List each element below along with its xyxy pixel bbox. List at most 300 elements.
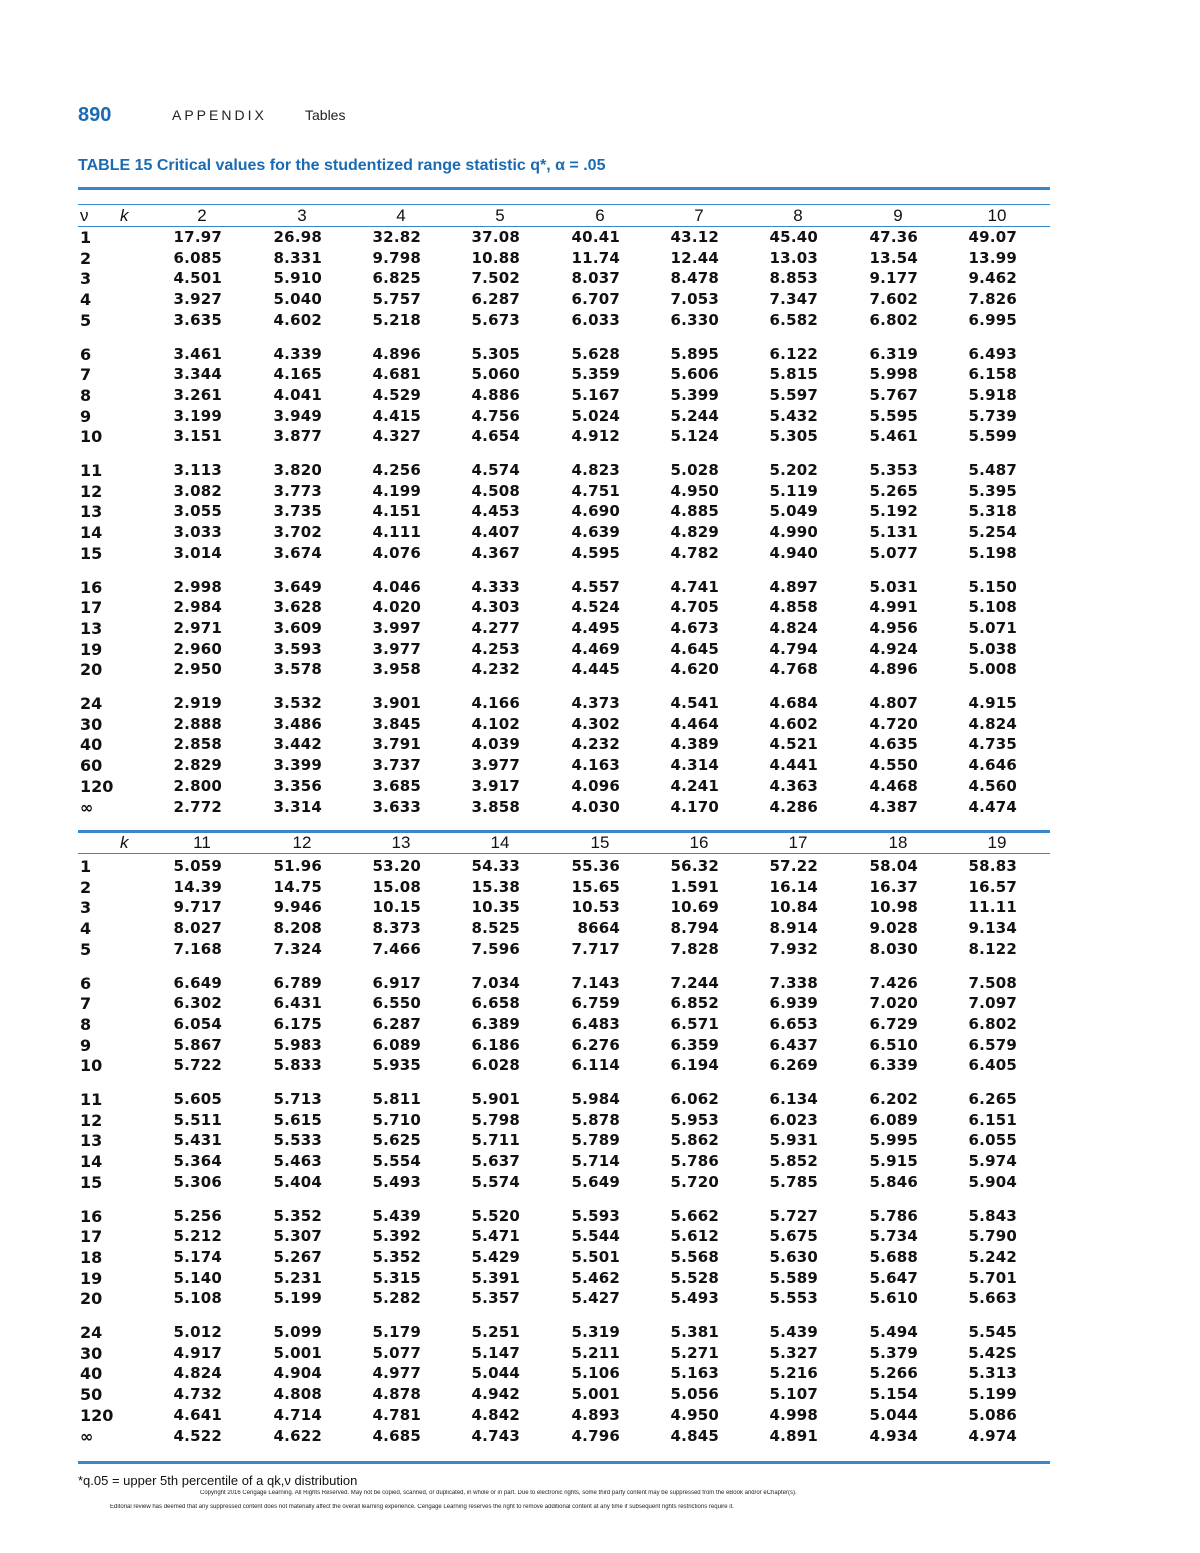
top-cell: 5.265	[869, 481, 918, 500]
copyright-notice: Copyright 2016 Cengage Learning. All Rights Reserved. May not be copied, scanned, or duplicated, in whole or in part. Due to electronic rights, some third party content may be suppressed from the eBook and/or eChapter(s).	[200, 1490, 797, 1496]
bottom-cell: 5.001	[273, 1343, 322, 1362]
top-cell: 6.319	[869, 344, 918, 363]
bottom-cell: 5.001	[571, 1385, 620, 1404]
bottom-cell: 4.622	[273, 1426, 322, 1445]
bottom-cell: 4.904	[273, 1364, 322, 1383]
top-cell: 4.445	[571, 660, 620, 679]
top-cell: 5.131	[869, 523, 918, 542]
top-cell: 4.741	[670, 577, 719, 596]
top-cell: 4.735	[968, 735, 1017, 754]
bottom-cell: 5.439	[372, 1206, 421, 1225]
footnote: *q.05 = upper 5th percentile of a qk,ν distribution	[78, 1473, 358, 1488]
top-cell: 40.41	[571, 228, 620, 246]
top-row-label: 9	[80, 406, 92, 426]
top-cell: 32.82	[372, 228, 421, 246]
top-cell: 10.88	[471, 248, 520, 267]
bottom-cell: 9.946	[273, 898, 322, 917]
bottom-col-header: 15	[590, 833, 610, 852]
bottom-cell: 5.605	[173, 1090, 222, 1108]
bottom-cell: 5.256	[173, 1206, 222, 1225]
bottom-row-label: 14	[80, 1152, 103, 1172]
bottom-cell: 5.675	[769, 1227, 818, 1246]
top-cell: 8.331	[273, 248, 322, 267]
appendix-label: APPENDIX	[172, 107, 267, 123]
top-cell: 4.705	[670, 598, 719, 617]
top-cell: 12.44	[670, 248, 719, 267]
bottom-row-label: ∞	[80, 1426, 94, 1446]
bottom-cell: 6.579	[968, 1035, 1017, 1054]
top-cell: 3.014	[173, 543, 222, 562]
bottom-cell: 6.028	[471, 1056, 520, 1075]
top-row-label: 14	[80, 523, 103, 543]
top-row-label: 20	[80, 660, 103, 680]
bottom-cell: 6.571	[670, 1014, 719, 1033]
bottom-cell: 5.494	[869, 1323, 918, 1341]
top-cell: 5.487	[968, 461, 1017, 479]
top-cell: 3.442	[273, 735, 322, 754]
top-cell: 3.997	[372, 618, 421, 637]
bottom-cell: 6.658	[471, 994, 520, 1013]
bottom-cell: 6.653	[769, 1014, 818, 1033]
top-cell: 3.977	[471, 756, 520, 775]
top-cell: 4.363	[769, 776, 818, 795]
bottom-cell: 5.663	[968, 1289, 1017, 1308]
bottom-cell: 5.106	[571, 1364, 620, 1383]
top-cell: 4.256	[372, 461, 421, 479]
top-cell: 11.74	[571, 248, 620, 267]
bottom-cell: 6.062	[670, 1090, 719, 1108]
top-cell: 3.113	[173, 461, 222, 479]
top-cell: 4.720	[869, 714, 918, 733]
top-cell: 3.344	[173, 365, 222, 384]
bottom-cell: 5.147	[471, 1343, 520, 1362]
top-cell: 4.574	[471, 461, 520, 479]
top-cell: 5.597	[769, 385, 818, 404]
bottom-cell: 4.808	[273, 1385, 322, 1404]
top-col-header: 4	[396, 206, 406, 225]
bottom-cell: 8.030	[869, 939, 918, 958]
top-cell: 5.040	[273, 290, 322, 309]
top-cell: 6.493	[968, 344, 1017, 363]
top-cell: 4.924	[869, 639, 918, 658]
bottom-cell: 14.75	[273, 877, 322, 896]
top-row-label: 15	[80, 543, 103, 563]
bottom-cell: 4.977	[372, 1364, 421, 1383]
bottom-cell: 7.097	[968, 994, 1017, 1013]
top-cell: 4.277	[471, 618, 520, 637]
bottom-cell: 5.915	[869, 1152, 918, 1171]
top-cell: 4.041	[273, 385, 322, 404]
top-cell: 4.453	[471, 502, 520, 521]
bottom-cell: 58.83	[968, 857, 1017, 875]
bottom-cell: 10.15	[372, 898, 421, 917]
top-cell: 2.858	[173, 735, 222, 754]
top-cell: 6.330	[670, 310, 719, 329]
top-cell: 4.940	[769, 543, 818, 562]
bottom-cell: 5.710	[372, 1110, 421, 1129]
top-cell: 4.751	[571, 481, 620, 500]
top-cell: 4.529	[372, 385, 421, 404]
top-cell: 4.339	[273, 344, 322, 363]
top-cell: 5.218	[372, 310, 421, 329]
bottom-cell: 5.789	[571, 1131, 620, 1150]
bottom-cell: 5.493	[372, 1172, 421, 1191]
top-cell: 17.97	[173, 228, 222, 246]
bottom-cell: 6.089	[372, 1035, 421, 1054]
top-cell: 3.055	[173, 502, 222, 521]
top-cell: 2.998	[173, 577, 222, 596]
bottom-cell: 5.493	[670, 1289, 719, 1308]
top-cell: 7.053	[670, 290, 719, 309]
top-cell: 4.823	[571, 461, 620, 479]
bottom-cell: 6.054	[173, 1014, 222, 1033]
top-row-label: 60	[80, 756, 103, 776]
bottom-cell: 5.364	[173, 1152, 222, 1171]
top-cell: 7.826	[968, 290, 1017, 309]
bottom-cell: 15.08	[372, 877, 421, 896]
top-cell: 2.971	[173, 618, 222, 637]
top-cell: 4.950	[670, 481, 719, 500]
bottom-cell: 5.713	[273, 1090, 322, 1108]
bottom-cell: 5.357	[471, 1289, 520, 1308]
bottom-cell: 5.313	[968, 1364, 1017, 1383]
bottom-cell: 5.649	[571, 1172, 620, 1191]
bottom-cell: 5.501	[571, 1247, 620, 1266]
bottom-cell: 4.934	[869, 1426, 918, 1445]
top-cell: 4.327	[372, 427, 421, 446]
top-cell: 4.990	[769, 523, 818, 542]
bottom-cell: 6.302	[173, 994, 222, 1013]
top-cell: 4.314	[670, 756, 719, 775]
bottom-cell: 4.942	[471, 1385, 520, 1404]
bottom-cell: 7.020	[869, 994, 918, 1013]
bottom-cell: 6.917	[372, 973, 421, 992]
bottom-cell: 6.287	[372, 1014, 421, 1033]
top-cell: 3.901	[372, 694, 421, 712]
top-cell: 3.927	[173, 290, 222, 309]
bottom-row-label: 6	[80, 973, 92, 993]
section-label: Tables	[305, 107, 346, 123]
bottom-cell: 5.727	[769, 1206, 818, 1225]
top-cell: 3.261	[173, 385, 222, 404]
bottom-cell: 5.852	[769, 1152, 818, 1171]
bottom-cell: 5.012	[173, 1323, 222, 1341]
top-cell: 4.495	[571, 618, 620, 637]
top-cell: 4.415	[372, 406, 421, 425]
top-cell: 4.102	[471, 714, 520, 733]
bottom-cell: 7.338	[769, 973, 818, 992]
bottom-row-label: 24	[80, 1323, 103, 1342]
bottom-cell: 5.904	[968, 1172, 1017, 1191]
bottom-cell: 5.553	[769, 1289, 818, 1308]
top-cell: 5.254	[968, 523, 1017, 542]
top-cell: 5.031	[869, 577, 918, 596]
top-row-label: 120	[80, 776, 114, 796]
bottom-cell: 16.14	[769, 877, 818, 896]
bottom-cell: 5.974	[968, 1152, 1017, 1171]
top-cell: 5.244	[670, 406, 719, 425]
bottom-cell: 5.352	[372, 1247, 421, 1266]
bottom-cell: 6.269	[769, 1056, 818, 1075]
top-cell: 4.302	[571, 714, 620, 733]
top-cell: 2.772	[173, 797, 222, 816]
bottom-cell: 6.729	[869, 1014, 918, 1033]
bottom-cell: 10.69	[670, 898, 719, 917]
top-cell: 4.912	[571, 427, 620, 446]
top-cell: 3.737	[372, 756, 421, 775]
bottom-cell: 7.932	[769, 939, 818, 958]
top-cell: 4.170	[670, 797, 719, 816]
bottom-cell: 1.591	[670, 877, 719, 896]
bottom-cell: 5.099	[273, 1323, 322, 1341]
top-cell: 4.897	[769, 577, 818, 596]
bottom-cell: 8664	[577, 919, 620, 938]
top-cell: 5.038	[968, 639, 1017, 658]
top-col-header: 8	[793, 206, 803, 225]
k-header: k	[120, 833, 129, 852]
top-cell: 4.020	[372, 598, 421, 617]
bottom-cell: 5.878	[571, 1110, 620, 1129]
bottom-cell: 7.828	[670, 939, 719, 958]
top-cell: 5.628	[571, 344, 620, 363]
bottom-cell: 4.950	[670, 1405, 719, 1424]
bottom-cell: 5.574	[471, 1172, 520, 1191]
bottom-cell: 5.528	[670, 1268, 719, 1287]
bottom-cell: 7.596	[471, 939, 520, 958]
top-cell: 6.122	[769, 344, 818, 363]
top-cell: 4.635	[869, 735, 918, 754]
top-cell: 4.645	[670, 639, 719, 658]
bottom-row-label: 17	[80, 1227, 103, 1247]
top-cell: 5.432	[769, 406, 818, 425]
top-cell: 4.163	[571, 756, 620, 775]
table-rule	[78, 187, 1050, 190]
top-row-label: 19	[80, 639, 103, 659]
top-row-label: 5	[80, 310, 92, 330]
bottom-cell: 6.550	[372, 994, 421, 1013]
top-cell: 5.049	[769, 502, 818, 521]
bottom-cell: 5.086	[968, 1405, 1017, 1424]
bottom-cell: 6.023	[769, 1110, 818, 1129]
top-cell: 5.910	[273, 269, 322, 288]
top-cell: 9.798	[372, 248, 421, 267]
top-cell: 3.820	[273, 461, 322, 479]
top-row-label: 13	[80, 618, 103, 638]
top-cell: 5.461	[869, 427, 918, 446]
bottom-cell: 51.96	[273, 857, 322, 875]
top-cell: 5.399	[670, 385, 719, 404]
top-cell: 4.165	[273, 365, 322, 384]
top-cell: 4.508	[471, 481, 520, 500]
bottom-cell: 5.404	[273, 1172, 322, 1191]
top-cell: 7.347	[769, 290, 818, 309]
bottom-cell: 5.520	[471, 1206, 520, 1225]
bottom-row-label: 2	[80, 877, 92, 897]
bottom-cell: 6.389	[471, 1014, 520, 1033]
bottom-cell: 4.917	[173, 1343, 222, 1362]
bottom-cell: 5.935	[372, 1056, 421, 1075]
top-cell: 3.486	[273, 714, 322, 733]
top-cell: 4.620	[670, 660, 719, 679]
bottom-cell: 5.637	[471, 1152, 520, 1171]
top-cell: 7.602	[869, 290, 918, 309]
bottom-cell: 5.615	[273, 1110, 322, 1129]
bottom-cell: 5.610	[869, 1289, 918, 1308]
top-cell: 4.524	[571, 598, 620, 617]
bottom-cell: 5.439	[769, 1323, 818, 1341]
bottom-cell: 5.044	[869, 1405, 918, 1424]
bottom-cell: 5.199	[968, 1385, 1017, 1404]
bottom-cell: 4.641	[173, 1405, 222, 1424]
table-rule	[78, 226, 1050, 227]
bottom-cell: 5.179	[372, 1323, 421, 1341]
top-cell: 4.991	[869, 598, 918, 617]
bottom-cell: 8.122	[968, 939, 1017, 958]
top-cell: 6.033	[571, 310, 620, 329]
bottom-row-label: 5	[80, 939, 92, 959]
top-row-label: ∞	[80, 797, 94, 817]
bottom-cell: 5.462	[571, 1268, 620, 1287]
top-cell: 4.441	[769, 756, 818, 775]
bottom-cell: 5.714	[571, 1152, 620, 1171]
bottom-row-label: 20	[80, 1289, 103, 1309]
top-cell: 5.305	[769, 427, 818, 446]
top-row-label: 17	[80, 598, 103, 618]
top-row-label: 2	[80, 248, 92, 268]
top-cell: 4.286	[769, 797, 818, 816]
bottom-cell: 5.108	[173, 1289, 222, 1308]
top-cell: 43.12	[670, 228, 719, 246]
bottom-cell: 5.953	[670, 1110, 719, 1129]
bottom-cell: 5.271	[670, 1343, 719, 1362]
bottom-cell: 6.202	[869, 1090, 918, 1108]
top-cell: 4.915	[968, 694, 1017, 712]
top-col-header: 5	[495, 206, 505, 225]
bottom-cell: 4.998	[769, 1405, 818, 1424]
bottom-row-label: 15	[80, 1172, 103, 1192]
bottom-row-label: 18	[80, 1247, 103, 1267]
bottom-row-label: 11	[80, 1090, 103, 1109]
top-cell: 3.314	[273, 797, 322, 816]
bottom-cell: 6.134	[769, 1090, 818, 1108]
top-cell: 5.202	[769, 461, 818, 479]
top-cell: 4.303	[471, 598, 520, 617]
bottom-cell: 5.231	[273, 1268, 322, 1287]
bottom-cell: 6.510	[869, 1035, 918, 1054]
top-cell: 5.192	[869, 502, 918, 521]
bottom-row-label: 1	[80, 857, 92, 876]
bottom-cell: 10.35	[471, 898, 520, 917]
bottom-cell: 5.711	[471, 1131, 520, 1150]
top-cell: 4.039	[471, 735, 520, 754]
bottom-row-label: 7	[80, 994, 92, 1014]
top-cell: 5.305	[471, 344, 520, 363]
bottom-cell: 5.846	[869, 1172, 918, 1191]
top-cell: 4.824	[769, 618, 818, 637]
top-cell: 5.318	[968, 502, 1017, 521]
bottom-cell: 5.174	[173, 1247, 222, 1266]
top-cell: 4.030	[571, 797, 620, 816]
bottom-cell: 5.242	[968, 1247, 1017, 1266]
bottom-cell: 4.522	[173, 1426, 222, 1445]
bottom-cell: 5.533	[273, 1131, 322, 1150]
bottom-cell: 5.798	[471, 1110, 520, 1129]
top-cell: 4.829	[670, 523, 719, 542]
bottom-cell: 6.483	[571, 1014, 620, 1033]
bottom-cell: 8.525	[471, 919, 520, 938]
top-cell: 4.151	[372, 502, 421, 521]
bottom-cell: 6.802	[968, 1014, 1017, 1033]
top-cell: 3.735	[273, 502, 322, 521]
bottom-cell: 9.028	[869, 919, 918, 938]
top-row-label: 8	[80, 385, 92, 405]
bottom-cell: 55.36	[571, 857, 620, 875]
top-cell: 4.166	[471, 694, 520, 712]
bottom-cell: 5.720	[670, 1172, 719, 1191]
bottom-cell: 6.431	[273, 994, 322, 1013]
top-row-label: 1	[80, 228, 92, 247]
top-cell: 4.824	[968, 714, 1017, 733]
top-cell: 45.40	[769, 228, 818, 246]
top-cell: 3.702	[273, 523, 322, 542]
top-cell: 5.071	[968, 618, 1017, 637]
bottom-cell: 5.42S	[968, 1343, 1017, 1362]
top-cell: 9.177	[869, 269, 918, 288]
bottom-col-header: 16	[689, 833, 709, 852]
bottom-cell: 5.593	[571, 1206, 620, 1225]
top-cell: 3.593	[273, 639, 322, 658]
top-cell: 5.918	[968, 385, 1017, 404]
top-cell: 6.825	[372, 269, 421, 288]
top-row-label: 10	[80, 427, 103, 447]
top-cell: 5.595	[869, 406, 918, 425]
bottom-cell: 5.056	[670, 1385, 719, 1404]
top-row-label: 6	[80, 344, 92, 364]
bottom-cell: 5.568	[670, 1247, 719, 1266]
top-cell: 4.253	[471, 639, 520, 658]
bottom-cell: 6.151	[968, 1110, 1017, 1129]
top-cell: 4.560	[968, 776, 1017, 795]
bottom-cell: 6.175	[273, 1014, 322, 1033]
bottom-row-label: 19	[80, 1268, 103, 1288]
bottom-cell: 5.701	[968, 1268, 1017, 1287]
top-cell: 3.578	[273, 660, 322, 679]
bottom-cell: 5.059	[173, 857, 222, 875]
bottom-cell: 4.796	[571, 1426, 620, 1445]
bottom-row-label: 3	[80, 898, 92, 918]
top-cell: 3.609	[273, 618, 322, 637]
bottom-row-label: 4	[80, 919, 92, 939]
top-cell: 4.794	[769, 639, 818, 658]
bottom-cell: 10.84	[769, 898, 818, 917]
bottom-cell: 5.306	[173, 1172, 222, 1191]
top-cell: 2.984	[173, 598, 222, 617]
top-cell: 4.468	[869, 776, 918, 795]
top-cell: 4.557	[571, 577, 620, 596]
top-cell: 5.108	[968, 598, 1017, 617]
bottom-cell: 16.37	[869, 877, 918, 896]
top-cell: 4.550	[869, 756, 918, 775]
top-cell: 4.956	[869, 618, 918, 637]
top-cell: 6.085	[173, 248, 222, 267]
top-cell: 2.829	[173, 756, 222, 775]
top-cell: 4.639	[571, 523, 620, 542]
top-cell: 4.807	[869, 694, 918, 712]
top-cell: 5.119	[769, 481, 818, 500]
top-cell: 13.03	[769, 248, 818, 267]
top-cell: 5.150	[968, 577, 1017, 596]
top-cell: 3.033	[173, 523, 222, 542]
